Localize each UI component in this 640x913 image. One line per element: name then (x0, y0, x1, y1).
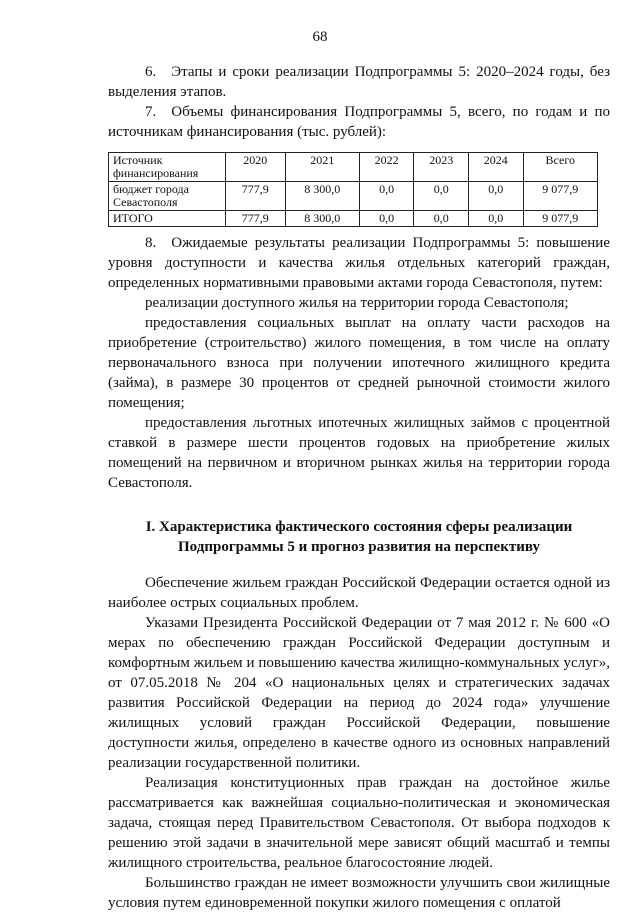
table-cell: 0,0 (469, 182, 524, 211)
table-cell: 0,0 (414, 211, 469, 227)
result-bullet: предоставления льготных ипотечных жилищных займов с процентной ставкой в размере шести процентов годовых на приобретение жилых помещений на первичном и вторичном рынках жилья на территории города Севастополя. (108, 415, 610, 491)
section-heading-line: I. Характеристика фактического состояния сферы реализации (145, 519, 573, 535)
table-header-cell: Источник финансирования (109, 153, 226, 182)
paragraph: Обеспечение жильем граждан Российской Федерации остается одной из наиболее острых социальных проблем. (108, 575, 610, 611)
paragraph: Реализация конституционных прав граждан на достойное жилье рассматривается как важнейшая социально-политическая и экономическая задача, стоящая перед Правительством Севастополя. От выбора подходов к решению этой задачи в значительной мере зависят общий масштаб и темпы жилищного строительства, реальное благосостояние людей. (108, 775, 610, 871)
financing-table (108, 152, 598, 227)
table-cell: 9 077,9 (523, 182, 597, 211)
page-number: 68 (312, 29, 328, 45)
table-header-cell: Всего (523, 153, 597, 182)
item-7: 7. Объемы финансирования Подпрограммы 5, всего, по годам и по источникам финансирования (тыс. рублей): (108, 104, 610, 140)
table-row (109, 182, 598, 211)
result-bullet: реализации доступного жилья на территории города Севастополя; (145, 295, 569, 311)
table-header-cell: 2020 (226, 153, 286, 182)
paragraph: Большинство граждан не имеет возможности улучшить свои жилищные условия путем единовременной покупки жилого помещения с оплатой (108, 875, 610, 911)
table-cell: ИТОГО (109, 211, 226, 227)
table-header-cell: 2024 (469, 153, 524, 182)
item-6: 6. Этапы и сроки реализации Подпрограммы 5: 2020–2024 годы, без выделения этапов. (108, 64, 610, 100)
table-cell: 0,0 (469, 211, 524, 227)
table-cell: 8 300,0 (285, 211, 359, 227)
table-row (109, 211, 598, 227)
table-cell: 8 300,0 (285, 182, 359, 211)
paragraph: Указами Президента Российской Федерации от 7 мая 2012 г. № 600 «О мерах по обеспечению граждан Российской Федерации доступным и комфортным жильем и повышению качества жилищно-коммунальных услуг», от 07.05.2018 № 204 «О национальных целях и стратегических задачах развития Российской Федерации на период до 2024 года» улучшение жилищных условий граждан Российской Федерации, повышение доступности жилья, определено в качестве одного из основных направлений реализации государственной политики. (108, 615, 610, 771)
table-header-cell: 2021 (285, 153, 359, 182)
document-body (108, 62, 610, 913)
table-cell: 777,9 (226, 182, 286, 211)
table-header-row (109, 153, 598, 182)
table-cell: 9 077,9 (523, 211, 597, 227)
item-8: 8. Ожидаемые результаты реализации Подпрограммы 5: повышение уровня доступности и качества жилья отдельных категорий граждан, определенных нормативными правовыми актами города Севастополя, путем: (108, 235, 610, 291)
table-cell: бюджет города Севастополя (109, 182, 226, 211)
result-bullet: предоставления социальных выплат на оплату части расходов на приобретение (строительство) жилого помещения, в том числе на оплату первоначального взноса при получении ипотечного жилищного кредита (займа), в размере 30 процентов от средней рыночной стоимости жилого помещения; (108, 315, 610, 411)
table-header-cell: 2023 (414, 153, 469, 182)
table-cell: 777,9 (226, 211, 286, 227)
table-cell: 0,0 (359, 211, 414, 227)
section-heading-line: Подпрограммы 5 и прогноз развития на перспективу (178, 539, 540, 555)
table-header-cell: 2022 (359, 153, 414, 182)
section-heading (108, 517, 610, 557)
table-cell: 0,0 (414, 182, 469, 211)
table-cell: 0,0 (359, 182, 414, 211)
